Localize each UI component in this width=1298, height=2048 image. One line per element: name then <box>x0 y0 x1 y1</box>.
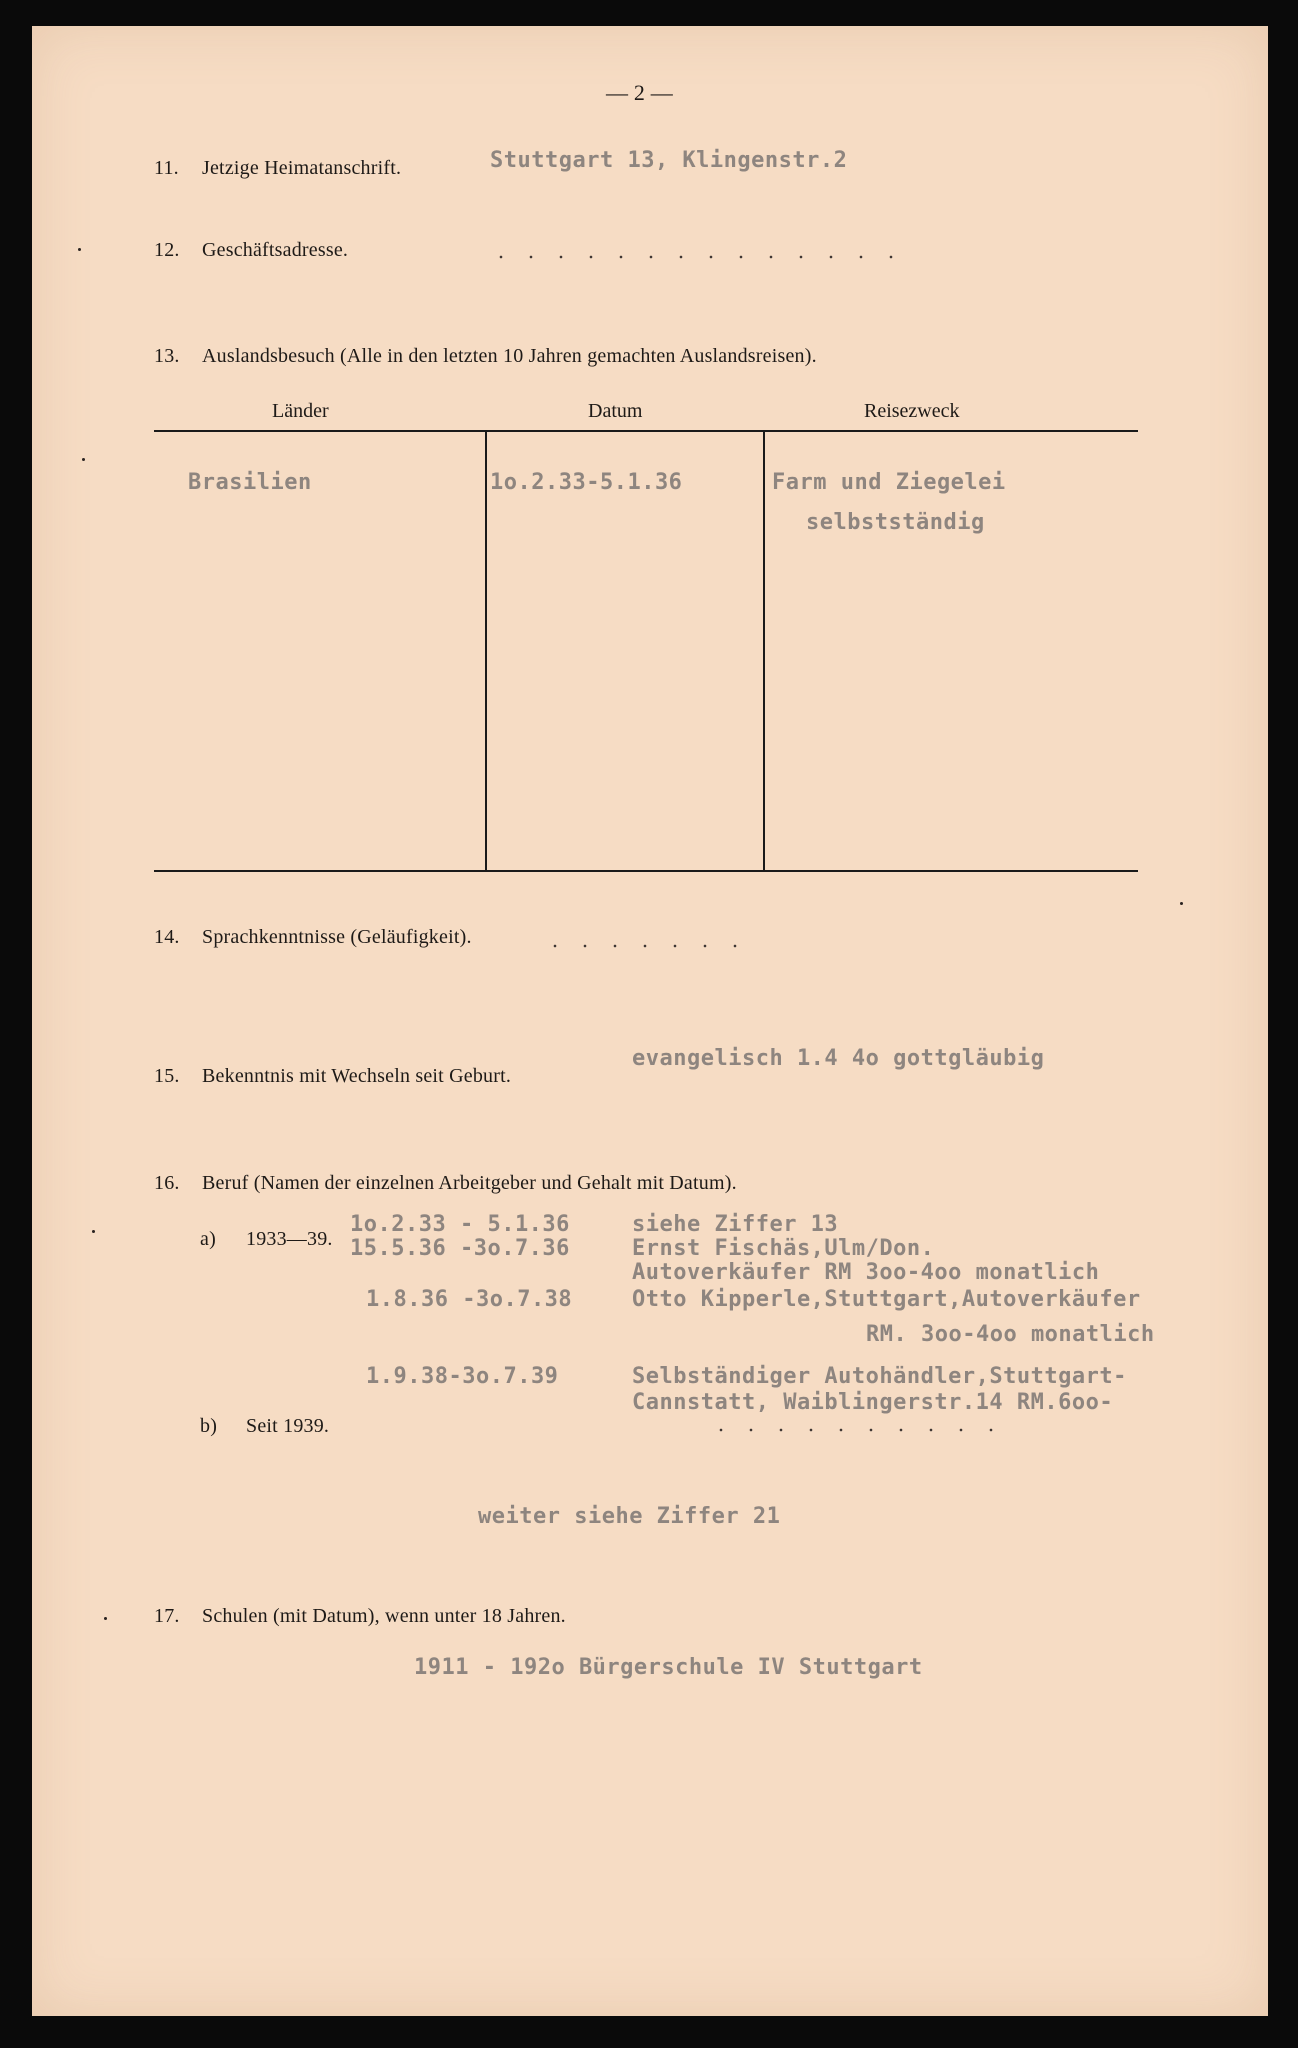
q14-label: Sprachkenntnisse (Geläufigkeit). <box>202 926 472 948</box>
q16-entry-2-text: Ernst Fischäs,Ulm/Don. <box>632 1236 935 1261</box>
q17-label: Schulen (mit Datum), wenn unter 18 Jahren. <box>202 1605 566 1627</box>
paper-speck <box>78 248 81 251</box>
q13-label: Auslandsbesuch (Alle in den letzten 10 Jahren gemachten Auslandsreisen). <box>202 345 817 367</box>
q16a-marker: a) <box>200 1228 216 1250</box>
q16-entry-2-date: 15.5.36 -3o.7.36 <box>350 1236 570 1261</box>
q14-number: 14. <box>154 926 180 948</box>
document-page <box>32 26 1268 2016</box>
q16a-text: 1933—39. <box>246 1228 333 1250</box>
table-bottom-rule <box>154 870 1138 872</box>
q12-number: 12. <box>154 239 180 261</box>
q16-question <box>154 1172 737 1195</box>
q16b-marker: b) <box>200 1415 218 1437</box>
q16-entry-6-text: Selbständiger Autohändler,Stuttgart- <box>632 1364 1127 1389</box>
col-header-reisezweck: Reisezweck <box>864 400 960 422</box>
q16-number: 16. <box>154 1172 180 1194</box>
q16-entry-4-date: 1.8.36 -3o.7.38 <box>366 1287 573 1312</box>
q11-question <box>154 157 401 180</box>
q16-entry-5-text: RM. 3oo-4oo monatlich <box>866 1322 1155 1347</box>
q16-entry-1-date: 1o.2.33 - 5.1.36 <box>350 1212 570 1237</box>
q12-question <box>154 239 348 262</box>
col-header-datum: Datum <box>588 400 643 422</box>
q12-answer-dots <box>486 255 906 259</box>
paper-speck <box>1180 902 1183 905</box>
q17-number: 17. <box>154 1605 180 1627</box>
page-number: — 2 — <box>606 80 673 105</box>
q15-number: 15. <box>154 1065 180 1087</box>
q15-label: Bekenntnis mit Wechseln seit Geburt. <box>202 1065 512 1087</box>
q13-question <box>154 345 817 368</box>
q15-answer: evangelisch 1.4 4o gottgläubig <box>632 1046 1045 1071</box>
table-divider-1 <box>485 432 487 870</box>
table-cell-datum: 1o.2.33-5.1.36 <box>490 470 683 495</box>
q16-note: weiter siehe Ziffer 21 <box>478 1504 781 1529</box>
q16-entry-7-text: Cannstatt, Waiblingerstr.14 RM.6oo- <box>632 1390 1114 1415</box>
q16-entry-3-text: Autoverkäufer RM 3oo-4oo monatlich <box>632 1260 1100 1285</box>
q16-entry-6-date: 1.9.38-3o.7.39 <box>366 1364 559 1389</box>
q14-answer-dots <box>540 944 740 948</box>
q16b-text: Seit 1939. <box>246 1415 330 1437</box>
q16-entry-1-text: siehe Ziffer 13 <box>632 1212 839 1237</box>
q17-question <box>154 1605 566 1628</box>
q11-answer: Stuttgart 13, Klingenstr.2 <box>490 148 848 173</box>
q16a-label <box>200 1228 333 1251</box>
q16b-label <box>200 1415 329 1438</box>
paper-speck <box>92 1230 95 1233</box>
q15-question <box>154 1065 511 1088</box>
q11-label: Jetzige Heimatanschrift. <box>202 157 402 179</box>
table-divider-2 <box>763 432 765 870</box>
q17-answer: 1911 - 192o Bürgerschule IV Stuttgart <box>414 1655 923 1680</box>
table-cell-zweck-line2: selbstständig <box>806 510 985 535</box>
q14-question <box>154 926 472 949</box>
q12-label: Geschäftsadresse. <box>202 239 349 261</box>
paper-speck <box>82 458 85 461</box>
q16b-answer-dots <box>706 1428 1006 1432</box>
q16-entry-4-text: Otto Kipperle,Stuttgart,Autoverkäufer <box>632 1287 1141 1312</box>
table-top-rule <box>154 430 1138 432</box>
q16-label: Beruf (Namen der einzelnen Arbeitgeber und Gehalt mit Datum). <box>202 1172 737 1194</box>
table-cell-land: Brasilien <box>188 470 312 495</box>
q11-number: 11. <box>154 157 179 179</box>
paper-speck <box>104 1617 107 1620</box>
table-cell-zweck-line1: Farm und Ziegelei <box>772 470 1006 495</box>
q13-number: 13. <box>154 345 180 367</box>
col-header-laender: Länder <box>272 400 329 422</box>
